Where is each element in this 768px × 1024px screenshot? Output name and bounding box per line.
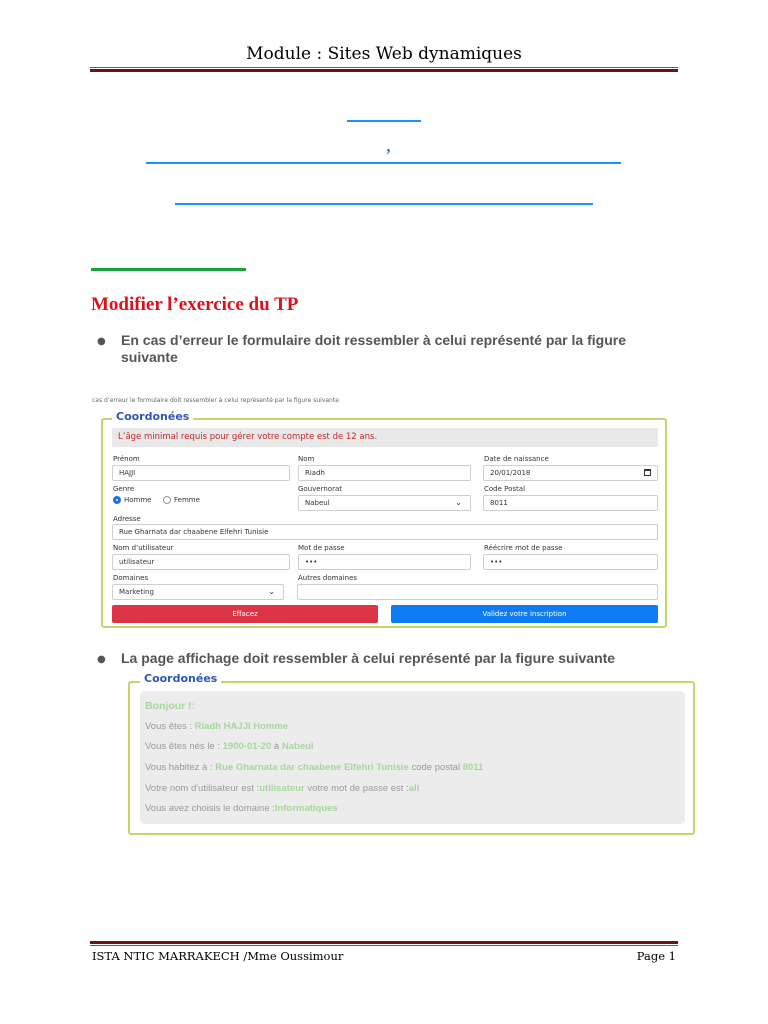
label-utilisateur: Nom d’utilisateur bbox=[113, 544, 174, 552]
nom-input[interactable]: Riadh bbox=[298, 465, 471, 481]
radio-femme[interactable] bbox=[163, 496, 171, 504]
gouvernorat-value: Nabeul bbox=[305, 499, 330, 507]
line-value: 1900-01-20 bbox=[222, 741, 272, 752]
label-genre: Genre bbox=[113, 485, 135, 493]
form-legend: Coordonées bbox=[112, 410, 193, 423]
domaines-value: Marketing bbox=[119, 588, 154, 596]
footer-author: ISTA NTIC MARRAKECH /Mme Oussimour bbox=[92, 949, 344, 963]
line-label: Vous êtes : bbox=[145, 721, 195, 732]
confirm-password-input[interactable]: ••• bbox=[483, 554, 658, 570]
toc-line-2 bbox=[146, 162, 621, 164]
bullet-text-1: En cas d’erreur le formulaire doit ressembler à celui représenté par la figure suivante bbox=[121, 332, 626, 365]
label-autres: Autres domaines bbox=[298, 574, 358, 582]
line-mid: à bbox=[271, 741, 282, 752]
error-alert: L’âge minimal requis pour gérer votre compte est de 12 ans. bbox=[112, 428, 658, 447]
bullet-icon: ● bbox=[97, 654, 106, 665]
label-domaines: Domaines bbox=[113, 574, 149, 582]
prenom-input[interactable]: HAJJI bbox=[112, 465, 290, 481]
password-input[interactable]: ••• bbox=[298, 554, 471, 570]
figure-caption: cas d’erreur le formulaire doit ressembler à celui représenté par la figure suivante bbox=[92, 397, 339, 404]
calendar-icon[interactable] bbox=[644, 469, 651, 476]
footer-rule bbox=[90, 941, 678, 944]
line-label: Vous avez choisis le domaine : bbox=[145, 803, 275, 814]
page-header-title: Module : Sites Web dynamiques bbox=[246, 44, 522, 64]
line-vous-etes bbox=[145, 721, 288, 732]
autres-domaines-input[interactable] bbox=[297, 584, 658, 600]
line-habitez bbox=[145, 762, 483, 773]
page-number: Page 1 bbox=[636, 949, 676, 963]
bullet-text-2: La page affichage doit ressembler à celui représenté par la figure suivante bbox=[121, 650, 616, 666]
utilisateur-input[interactable]: utilisateur bbox=[112, 554, 290, 570]
bullet-icon: ● bbox=[97, 336, 106, 347]
submit-button[interactable]: Validez votre inscription bbox=[391, 605, 658, 623]
section-title: Modifier l’exercice du TP bbox=[91, 294, 299, 315]
label-adresse: Adresse bbox=[113, 515, 141, 523]
line-label: Vous habitez à : bbox=[145, 762, 216, 773]
adresse-input[interactable]: Rue Gharnata dar chaabene Elfehri Tunisie bbox=[112, 524, 658, 540]
label-gouvernorat: Gouvernorat bbox=[298, 485, 342, 493]
line-domaine bbox=[145, 803, 338, 814]
display-legend: Coordonées bbox=[140, 672, 221, 685]
gouvernorat-select[interactable] bbox=[298, 495, 471, 511]
line-utilisateur bbox=[145, 783, 419, 794]
date-value: 20/01/2018 bbox=[490, 469, 531, 477]
code-postal-input[interactable]: 8011 bbox=[483, 495, 658, 511]
line-value: Informatiques bbox=[274, 803, 338, 814]
label-code-postal: Code Postal bbox=[484, 485, 526, 493]
header-rule-thin bbox=[90, 67, 678, 68]
label-date: Date de naissance bbox=[484, 455, 549, 463]
label-reecrire: Réécrire mot de passe bbox=[484, 544, 563, 552]
line-mid: votre mot de passe est : bbox=[304, 783, 409, 794]
toc-line-1 bbox=[347, 120, 421, 122]
line-value-2: 8011 bbox=[462, 762, 484, 773]
chevron-down-icon: ⌄ bbox=[455, 498, 462, 507]
greeting: Bonjour !: bbox=[145, 700, 196, 712]
line-value-2: ali bbox=[408, 783, 420, 794]
footer-rule-thin bbox=[90, 945, 678, 946]
label-nom: Nom bbox=[298, 455, 315, 463]
radio-homme[interactable] bbox=[113, 496, 121, 504]
label-mot-de-passe: Mot de passe bbox=[298, 544, 345, 552]
reset-button[interactable]: Effacez bbox=[112, 605, 378, 623]
line-label: Vous êtes nés le : bbox=[145, 741, 223, 752]
chevron-down-icon: ⌄ bbox=[268, 587, 275, 596]
toc-comma: , bbox=[386, 134, 391, 156]
section-marker-line bbox=[91, 268, 246, 271]
line-label: Votre nom d'utilisateur est : bbox=[145, 783, 260, 794]
line-value: Riadh HAJJI Homme bbox=[194, 721, 289, 732]
domaines-select[interactable] bbox=[112, 584, 284, 600]
line-value: utilisateur bbox=[259, 783, 305, 794]
radio-homme-label: Homme bbox=[124, 496, 152, 504]
label-prenom: Prénom bbox=[113, 455, 140, 463]
line-value: Rue Gharnata dar chaabene Elfehri Tunisie bbox=[215, 762, 409, 773]
date-input[interactable] bbox=[483, 465, 658, 481]
line-mid: code postal bbox=[408, 762, 463, 773]
line-nes-le bbox=[145, 741, 314, 752]
header-rule bbox=[90, 69, 678, 72]
toc-line-3 bbox=[175, 203, 593, 205]
radio-femme-label: Femme bbox=[174, 496, 200, 504]
line-value-2: Nabeul bbox=[281, 741, 314, 752]
